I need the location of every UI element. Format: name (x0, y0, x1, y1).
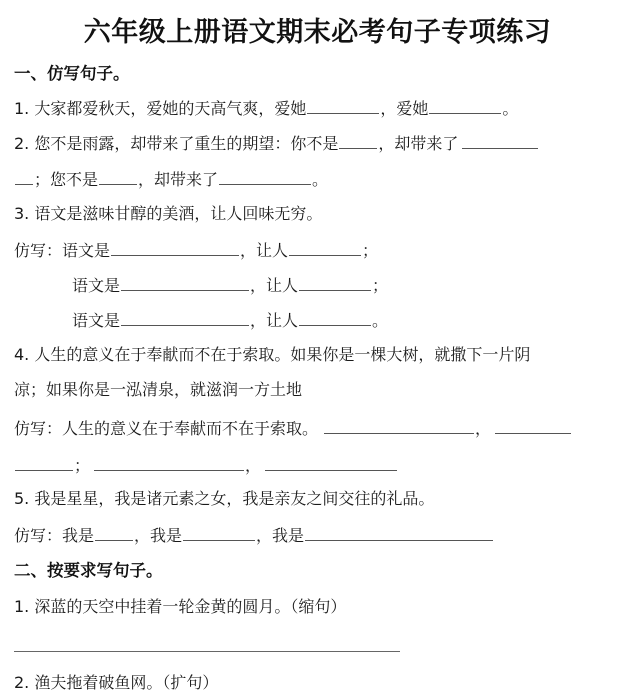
answer-blank[interactable] (495, 417, 571, 434)
section2-question-1: 1. 深蓝的天空中挂着一轮金黄的圆月。（缩句） (14, 597, 347, 616)
answer-blank[interactable] (289, 239, 361, 256)
q1-mid: ，爱她 (380, 99, 429, 118)
q2-text-d: ，却带来了 (138, 170, 219, 189)
q2-text-c: ；您不是 (34, 170, 99, 189)
answer-blank[interactable] (339, 132, 377, 149)
row-end: ； (362, 241, 379, 260)
imitate-text: ，我是 (256, 526, 305, 545)
question-5-imitate (14, 524, 494, 547)
sep: ； (74, 456, 91, 475)
q1-text: 1. 大家都爱秋天，爱她的天高气爽，爱她 (14, 99, 307, 118)
imitate-text: ，我是 (134, 526, 183, 545)
sep: ， (475, 419, 492, 438)
section2-question-2: 2. 渔夫拖着破鱼网。（扩句） (14, 673, 219, 692)
answer-blank[interactable] (121, 274, 249, 291)
answer-blank[interactable] (265, 454, 397, 471)
page-title: 六年级上册语文期末必考句子专项练习 (83, 17, 552, 48)
answer-blank[interactable] (95, 524, 133, 541)
imitate-text: 仿写：我是 (14, 526, 95, 545)
answer-blank[interactable] (299, 309, 371, 326)
question-3-imitate-row (14, 239, 378, 262)
answer-blank[interactable] (15, 168, 33, 185)
q2-end: 。 (312, 170, 329, 189)
answer-blank[interactable] (94, 454, 244, 471)
answer-blank[interactable] (305, 524, 493, 541)
row-end: 。 (372, 311, 389, 330)
question-4-line1: 4. 人生的意义在于奉献而不在于索取。如果你是一棵大树，就撒下一片阴 (14, 345, 531, 364)
row-end: ； (372, 276, 389, 295)
answer-blank[interactable] (99, 168, 137, 185)
row-text: 语文是 (72, 276, 121, 295)
row-text: ，让人 (250, 311, 299, 330)
row-text: 语文是 (62, 241, 111, 260)
section-heading-rewrite: 二、按要求写句子。 (14, 561, 163, 580)
row-text: ，让人 (250, 276, 299, 295)
answer-blank[interactable] (299, 274, 371, 291)
answer-blank[interactable] (121, 309, 249, 326)
answer-blank[interactable] (183, 524, 255, 541)
imitate-text: 仿写：人生的意义在于奉献而不在于索取。 (14, 419, 319, 438)
sep: ， (245, 456, 262, 475)
q2-text: 2. 您不是雨露，却带来了重生的期望：你不是 (14, 134, 339, 153)
question-3: 3. 语文是滋味甘醇的美酒，让人回味无穷。 (14, 204, 323, 223)
answer-blank[interactable] (307, 97, 379, 114)
answer-blank[interactable] (429, 97, 501, 114)
imitate-label: 仿写： (14, 241, 63, 260)
section-heading-imitate: 一、仿写句子。 (14, 64, 130, 83)
answer-blank[interactable] (111, 239, 239, 256)
question-4-line2: 凉；如果你是一泓清泉，就滋润一方土地 (14, 380, 303, 399)
answer-blank[interactable] (219, 168, 311, 185)
question-4-imitate (14, 417, 572, 440)
q2-text-b: ，却带来了 (378, 134, 459, 153)
answer-line[interactable] (14, 651, 400, 652)
answer-blank[interactable] (462, 132, 538, 149)
question-5: 5. 我是星星，我是诸元素之女，我是亲友之间交往的礼品。 (14, 489, 435, 508)
question-3-imitate-row (72, 309, 388, 332)
question-4-imitate-line2 (14, 454, 398, 477)
row-text: ，让人 (240, 241, 289, 260)
answer-blank[interactable] (324, 417, 474, 434)
q1-end: 。 (502, 99, 519, 118)
answer-blank[interactable] (15, 454, 73, 471)
question-1 (14, 97, 518, 120)
question-2-line2 (14, 168, 328, 191)
question-3-imitate-row (72, 274, 388, 297)
question-2-line1 (14, 132, 539, 155)
row-text: 语文是 (72, 311, 121, 330)
